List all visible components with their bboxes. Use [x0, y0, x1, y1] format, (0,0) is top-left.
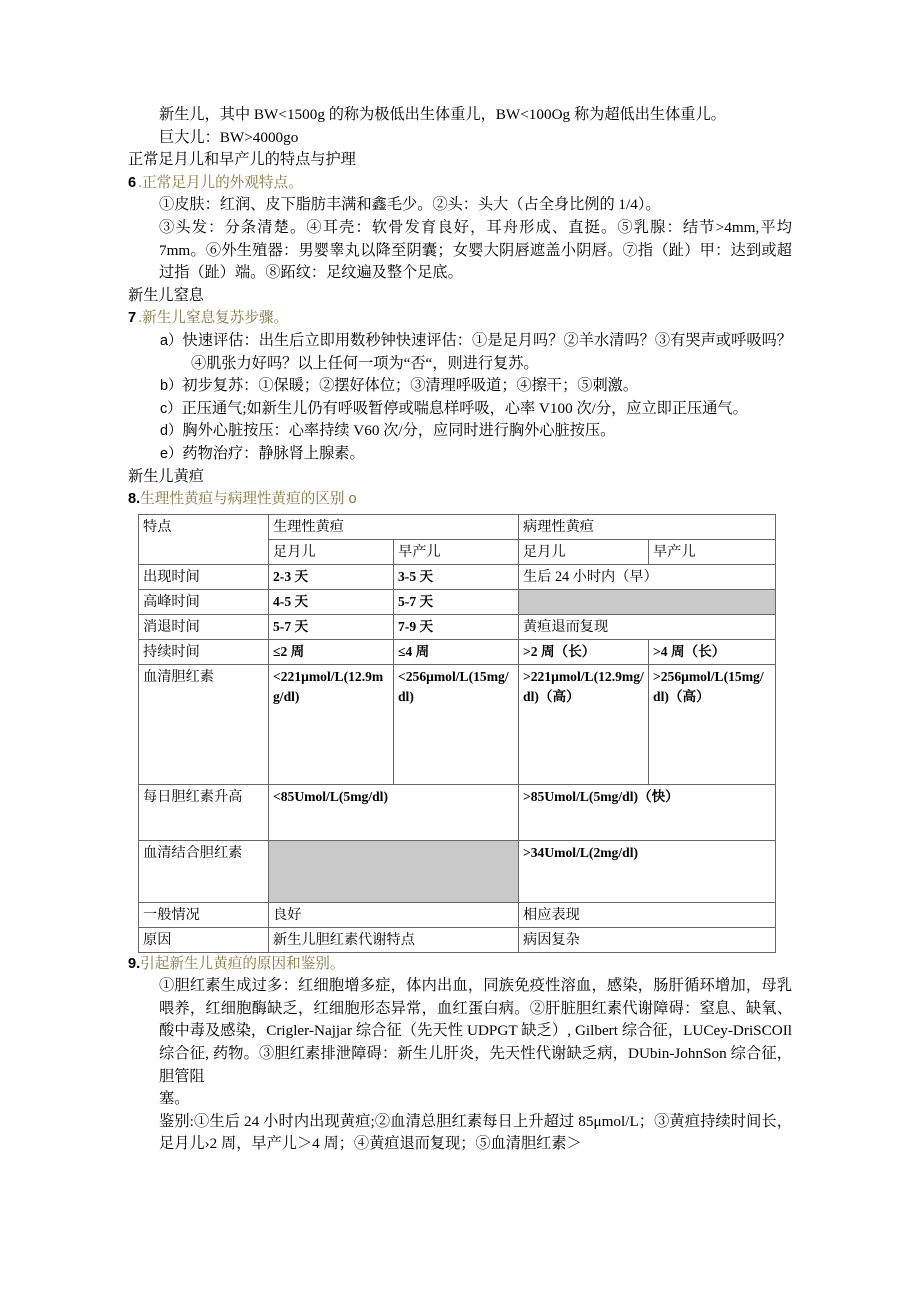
list-item: [128, 443, 792, 466]
section-heading-jaundice: 新生儿黄疸: [128, 467, 204, 485]
cell-phys-full-peak: 4-5 天: [269, 589, 394, 614]
item-text-c: 正压通气;如新生儿仍有呼吸暂停或喘息样呼吸，心率 V100 次/分，应立即正压通气。: [181, 399, 748, 417]
cell-phys-pre-duration: ≤4 周: [394, 639, 519, 664]
top-paragraph-line2: 巨大儿：BW>4000go: [159, 128, 299, 146]
cell-path-full-duration: >2 周（长）: [519, 639, 649, 664]
header-feature: 特点: [139, 514, 269, 564]
section6-paragraph-2: ③头发：分条清楚。④耳壳：软骨发育良好，耳舟形成、直挺。⑤乳腺：结节>4mm,平均 7mm。⑥外生殖器：男婴睾丸以降至阴囊；女婴大阴唇遮盖小阴唇。⑦指（趾）甲：达到或超过指（趾）端。⑧跖纹：足纹遍及整个足底。: [159, 218, 792, 282]
item-marker-d: d）: [160, 423, 183, 440]
heading-number-6: 6: [128, 174, 139, 191]
table-row: [139, 784, 776, 840]
cell-phys-full-serum: <221μmol/L(12.9mg/dl): [269, 664, 394, 784]
item-marker-e: e）: [160, 445, 183, 462]
table-row: [139, 614, 776, 639]
heading-title-6: .正常足月儿的外观特点。: [138, 174, 303, 191]
top-paragraph-line1: 新生儿，其中 BW<1500g 的称为极低出生体重儿，BW<100Og 称为超低出生体重儿。: [159, 106, 726, 123]
item-marker-b: b）: [160, 378, 183, 395]
cell-path-resolution: 黄疸退而复现: [519, 614, 776, 639]
heading-number-8: 8.: [128, 491, 141, 508]
item-text-d: 胸外心脏按压：心率持续 V60 次/分，应同时进行胸外心脏按压。: [182, 422, 616, 440]
cell-path-full-serum: >221μmol/L(12.9mg/dl)（高）: [519, 664, 649, 784]
item-marker-c: c）: [160, 400, 182, 417]
cell-path-daily-rise: >85Umol/L(5mg/dl)（快）: [519, 784, 776, 840]
cell-phys-pre-onset: 3-5 天: [394, 564, 519, 589]
list-item: [128, 420, 792, 443]
jaundice-comparison-table: [138, 514, 776, 953]
heading-title-9: 引起新生儿黄疸的原因和鉴别。: [140, 955, 345, 972]
row-label-peak: 高峰时间: [139, 589, 269, 614]
row-label-general-condition: 一般情况: [139, 902, 269, 927]
heading-number-7: 7: [128, 310, 139, 327]
row-label-serum-bilirubin: 血清胆红素: [139, 664, 269, 784]
cell-phys-pre-peak: 5-7 天: [394, 589, 519, 614]
header-physiological: 生理性黄疸: [269, 514, 519, 539]
table-header-row-1: [139, 514, 776, 539]
row-label-resolution: 消退时间: [139, 614, 269, 639]
header-phys-preterm: 早产儿: [394, 539, 519, 564]
row-label-duration: 持续时间: [139, 639, 269, 664]
numbered-heading-9: [128, 953, 792, 976]
cell-path-pre-serum: >256μmol/L(15mg/dl)（高）: [649, 664, 776, 784]
section9-paragraph-1: ①胆红素生成过多：红细胞增多症，体内出血，同族免疫性溶血，感染，肠肝循环增加，母乳喂养，红细胞酶缺乏，红细胞形态异常，血红蛋白病。②肝脏胆红素代谢障碍：窒息、缺氧、酸中毒及感染，Crigler-Najjar 综合征（先天性 UDPGT 缺乏）, Gilbert 综合征，LUCey-DriSCOIl 综合征, 药物。③胆红素排泄障碍：新生儿肝炎，先天性代谢缺乏病，DUbin-JohnSon 综合征，胆管阻: [159, 977, 792, 1085]
cell-path-peak-shaded: [519, 589, 776, 614]
header-pathological: 病理性黄疸: [519, 514, 776, 539]
table-row: [139, 927, 776, 952]
cell-phys-conjugated-shaded: [269, 840, 519, 902]
list-item: [128, 375, 792, 398]
cell-phys-full-onset: 2-3 天: [269, 564, 394, 589]
cell-phys-full-resolution: 5-7 天: [269, 614, 394, 639]
row-label-onset: 出现时间: [139, 564, 269, 589]
numbered-heading-6: [128, 172, 792, 195]
section6-paragraph-1: ①皮肤：红润、皮下脂肪丰满和鑫毛少。②头：头大（占全身比例的 1/4）。: [159, 196, 661, 214]
table-row: [139, 639, 776, 664]
cell-path-conjugated: >34Umol/L(2mg/dl): [519, 840, 776, 902]
cell-phys-daily-rise: <85Umol/L(5mg/dl): [269, 784, 519, 840]
heading-title-7: .新生儿窒息复苏步骤。: [138, 310, 289, 327]
list-item: [128, 330, 792, 375]
document-body: [128, 104, 792, 1156]
header-path-preterm: 早产儿: [649, 539, 776, 564]
table-row: [139, 564, 776, 589]
section9-paragraph-2: 鉴别:①生后 24 小时内出现黄疸;②血清总胆红素每日上升超过 85μmol/L；③黄疸持续时间长，足月儿›2 周，早产儿＞4 周；④黄疸退而复现；⑤血清胆红素＞: [159, 1112, 792, 1153]
table-row: [139, 589, 776, 614]
numbered-heading-8: [128, 488, 792, 511]
table-row: [139, 664, 776, 784]
section9-paragraph-1-tail: 塞。: [159, 1090, 190, 1108]
list-item: [128, 398, 792, 421]
header-phys-full-term: 足月儿: [269, 539, 394, 564]
cell-phys-cause: 新生儿胆红素代谢特点: [269, 927, 519, 952]
heading-title-8: 生理性黄疸与病理性黄疸的区别 o: [140, 491, 357, 508]
header-path-full-term: 足月儿: [519, 539, 649, 564]
row-label-conjugated: 血清结合胆红素: [139, 840, 269, 902]
table-row: [139, 902, 776, 927]
cell-phys-general-condition: 良好: [269, 902, 519, 927]
table-row: [139, 840, 776, 902]
heading-number-9: 9.: [128, 955, 141, 972]
item-marker-a: a）: [160, 332, 183, 349]
cell-path-cause: 病因复杂: [519, 927, 776, 952]
cell-phys-full-duration: ≤2 周: [269, 639, 394, 664]
cell-phys-pre-resolution: 7-9 天: [394, 614, 519, 639]
cell-path-general-condition: 相应表现: [519, 902, 776, 927]
item-text-e: 药物治疗：静脉肾上腺素。: [182, 444, 365, 462]
item-text-a: 快速评估：出生后立即用数秒钟快速评估：①是足月吗？②羊水清吗？③有哭声或呼吸吗？④肌张力好吗？以上任何一项为“否“，则进行复苏。: [182, 331, 792, 372]
row-label-cause: 原因: [139, 927, 269, 952]
section-heading-term-preterm: 正常足月儿和早产儿的特点与护理: [128, 151, 356, 169]
numbered-heading-7: [128, 307, 792, 330]
item-text-b: 初步复苏：①保暖；②摆好体位；③清理呼吸道；④擦干；⑤刺激。: [182, 377, 639, 395]
row-label-daily-rise: 每日胆红素升高: [139, 784, 269, 840]
cell-phys-pre-serum: <256μmol/L(15mg/dl): [394, 664, 519, 784]
cell-path-onset: 生后 24 小时内（早）: [519, 564, 776, 589]
cell-path-pre-duration: >4 周（长）: [649, 639, 776, 664]
section-heading-asphyxia: 新生儿窒息: [128, 286, 204, 304]
